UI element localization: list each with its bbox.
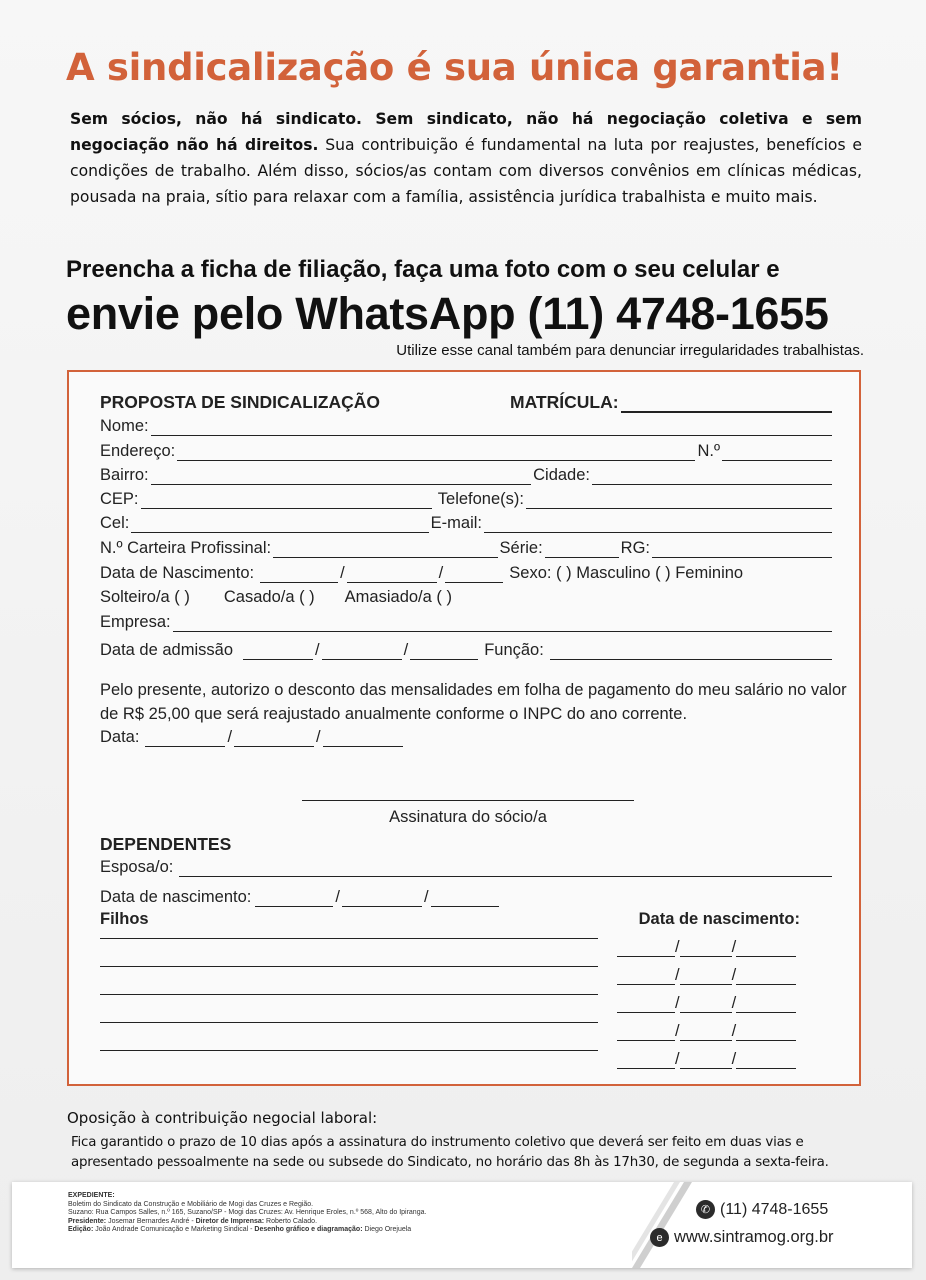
bairro-row xyxy=(100,466,834,485)
diretor-value: Roberto Calado. xyxy=(264,1217,318,1225)
cep-label: CEP: xyxy=(100,490,139,508)
slash: / xyxy=(423,888,429,906)
cta-line-2: envie pelo WhatsApp (11) 4748-1655 xyxy=(66,288,829,339)
matricula-label: MATRÍCULA: xyxy=(510,392,619,412)
esposa-nascimento-mes[interactable] xyxy=(342,892,422,907)
filhos-heading-row xyxy=(100,910,834,929)
endereco-field[interactable] xyxy=(177,446,695,461)
nascimento-ano[interactable] xyxy=(445,568,503,583)
membership-form xyxy=(67,370,861,1086)
esposa-row xyxy=(100,858,834,877)
data-label: Data: xyxy=(100,728,140,746)
email-label: E-mail: xyxy=(430,514,482,532)
expediente-line-2: Suzano: Rua Campos Salles, n.º 165, Suzano/SP - Mogi das Cruzes: Av. Henrique Eroles, n.º 568, Alto do Ipiranga. xyxy=(68,1209,427,1216)
intro-rest: Sua contribuição é fundamental na luta por reajustes, benefícios e condições de trabalho. Além disso, sócios/as contam com diversos convênios em clínicas médicas, pousada na praia, sítio para relaxar com a família, assistência jurídica trabalhista e muito mais. xyxy=(70,136,862,206)
funcao-field[interactable] xyxy=(550,645,832,660)
presidente-label: Presidente: xyxy=(68,1217,107,1225)
cel-field[interactable] xyxy=(131,518,428,533)
filho-1-field[interactable] xyxy=(100,938,598,939)
endereco-row xyxy=(100,442,834,461)
signature-line[interactable] xyxy=(302,800,634,801)
filho-5-field[interactable] xyxy=(100,1050,598,1051)
carteira-row xyxy=(100,539,834,558)
intro-paragraph xyxy=(70,106,862,210)
dependentes-heading xyxy=(100,834,834,855)
matricula-field[interactable] xyxy=(621,397,832,413)
form-title: PROPOSTA DE SINDICALIZAÇÃO xyxy=(100,392,381,412)
filho-1-date[interactable] xyxy=(617,938,800,957)
telefone-label: Telefone(s): xyxy=(437,490,524,508)
filho-2-field[interactable] xyxy=(100,966,598,967)
rg-label: RG: xyxy=(620,539,650,557)
footer-website-text: www.sintramog.org.br xyxy=(674,1228,834,1246)
endereco-label: Endereço: xyxy=(100,442,176,460)
admissao-label: Data de admissão xyxy=(100,641,233,659)
cta-line-1: Preencha a ficha de filiação, faça uma foto com o seu celular e xyxy=(66,256,780,283)
slash: / xyxy=(731,994,737,1012)
expediente xyxy=(68,1192,426,1235)
estado-civil-row xyxy=(100,588,834,607)
edicao-value: João Andrade Comunicação e Marketing Sindical - xyxy=(93,1226,255,1233)
footer xyxy=(12,1182,912,1268)
nome-field[interactable] xyxy=(151,421,832,436)
whatsapp-icon: ✆ xyxy=(696,1200,715,1219)
cel-label: Cel: xyxy=(100,514,130,532)
admissao-dia[interactable] xyxy=(243,645,313,660)
slash: / xyxy=(675,966,680,984)
diretor-label: Diretor de Imprensa: xyxy=(195,1217,265,1225)
cta-note: Utilize esse canal também para denunciar irregularidades trabalhistas. xyxy=(396,342,864,359)
edicao-label: Edição: xyxy=(68,1226,94,1233)
slash: / xyxy=(403,641,409,659)
footer-phone-text: (11) 4748-1655 xyxy=(720,1200,829,1218)
esposa-label: Esposa/o: xyxy=(100,858,174,876)
slash: / xyxy=(340,564,345,582)
slash: / xyxy=(315,641,320,659)
cel-row xyxy=(100,514,834,533)
rg-field[interactable] xyxy=(652,543,832,558)
data-dia[interactable] xyxy=(145,732,225,747)
numero-label: N.º xyxy=(697,442,720,460)
design-label: Desenho gráfico e diagramação: xyxy=(254,1226,363,1233)
slash: / xyxy=(675,1050,680,1068)
slash: / xyxy=(675,994,680,1012)
filho-4-date[interactable] xyxy=(617,1022,800,1041)
nome-label: Nome: xyxy=(100,417,149,435)
autorizacao-text: Pelo presente, autorizo o desconto das mensalidades em folha de pagamento do meu salário no valor de R$ 25,00 que será reajustado anualmente conforme o INPC do ano corrente. xyxy=(100,681,847,723)
footer-website[interactable] xyxy=(650,1228,834,1247)
signature-label: Assinatura do sócio/a xyxy=(389,808,547,826)
empresa-label: Empresa: xyxy=(100,613,171,631)
nascimento-mes[interactable] xyxy=(347,568,437,583)
esposa-nascimento-dia[interactable] xyxy=(255,892,333,907)
headline: A sindicalização é sua única garantia! xyxy=(66,46,843,89)
amasiado-option[interactable]: Amasiado/a ( ) xyxy=(344,588,452,606)
footer-phone[interactable] xyxy=(696,1200,828,1219)
casado-option[interactable]: Casado/a ( ) xyxy=(223,588,315,606)
data-ano[interactable] xyxy=(323,732,403,747)
telefone-field[interactable] xyxy=(526,494,832,509)
filho-4-field[interactable] xyxy=(100,1022,598,1023)
esposa-nascimento-row xyxy=(100,888,501,907)
expediente-line-4 xyxy=(68,1226,426,1235)
presidente-value: Josemar Bernardes André - xyxy=(106,1217,196,1225)
data-row xyxy=(100,728,405,747)
numero-field[interactable] xyxy=(722,446,832,461)
esposa-field[interactable] xyxy=(179,862,832,877)
cep-row xyxy=(100,490,834,509)
cidade-label: Cidade: xyxy=(533,466,590,484)
slash: / xyxy=(335,888,340,906)
slash: / xyxy=(227,728,233,746)
bairro-label: Bairro: xyxy=(100,466,149,484)
filhos-data-title: Data de nascimento: xyxy=(638,910,800,928)
filho-2-date[interactable] xyxy=(617,966,800,985)
solteiro-option[interactable]: Solteiro/a ( ) xyxy=(100,588,190,606)
expediente-line-1: Boletim do Sindicato da Construção e Mobiliário de Mogi das Cruzes e Região. xyxy=(68,1200,314,1208)
dependentes-title: DEPENDENTES xyxy=(100,834,232,854)
form-title-row xyxy=(100,392,834,413)
slash: / xyxy=(731,1022,737,1040)
empresa-field[interactable] xyxy=(173,617,832,632)
sexo-options[interactable]: Sexo: ( ) Masculino ( ) Feminino xyxy=(509,564,744,582)
slash: / xyxy=(675,1022,680,1040)
esposa-nascimento-label: Data de nascimento: xyxy=(100,888,252,906)
empresa-row xyxy=(100,613,834,632)
cep-field[interactable] xyxy=(141,494,432,509)
opposition-text: Fica garantido o prazo de 10 dias após a assinatura do instrumento coletivo que deverá ser feito em duas vias e apresentado pessoalmente na sede ou subsede do Sindicato, no horário das 8h às 17h30, de segunda a sexta-feira. xyxy=(71,1135,829,1170)
slash: / xyxy=(731,1050,737,1068)
intro-bold: Sem sócios, não há sindicato. Sem sindicato, não há negociação coletiva e sem negociação não há direitos. xyxy=(70,110,862,154)
slash: / xyxy=(675,938,680,956)
serie-label: Série: xyxy=(499,539,543,557)
nome-row xyxy=(100,417,834,436)
nascimento-label: Data de Nascimento: xyxy=(100,564,255,582)
filho-3-date[interactable] xyxy=(617,994,800,1013)
web-icon: e xyxy=(650,1228,669,1247)
opposition-title: Oposição à contribuição negocial laboral: xyxy=(67,1109,378,1127)
expediente-title: EXPEDIENTE: xyxy=(68,1192,115,1199)
admissao-ano[interactable] xyxy=(410,645,478,660)
expediente-line-3 xyxy=(68,1218,426,1227)
footer-divider-shape xyxy=(632,1182,692,1268)
carteira-field[interactable] xyxy=(273,543,497,558)
admissao-row xyxy=(100,641,834,660)
slash: / xyxy=(438,564,444,582)
nascimento-dia[interactable] xyxy=(260,568,338,583)
slash: / xyxy=(731,938,737,956)
nascimento-row xyxy=(100,564,834,583)
funcao-label: Função: xyxy=(484,641,544,659)
cidade-field[interactable] xyxy=(592,470,832,485)
slash: / xyxy=(316,728,321,746)
carteira-label: N.º Carteira Profissinal: xyxy=(100,539,272,557)
serie-field[interactable] xyxy=(545,543,619,558)
bairro-field[interactable] xyxy=(151,470,532,485)
filho-5-date[interactable] xyxy=(617,1050,800,1069)
esposa-nascimento-ano[interactable] xyxy=(431,892,499,907)
email-field[interactable] xyxy=(484,518,832,533)
admissao-mes[interactable] xyxy=(322,645,402,660)
data-mes[interactable] xyxy=(234,732,314,747)
design-value: Diego Orejuela xyxy=(362,1226,412,1233)
slash: / xyxy=(731,966,737,984)
filho-3-field[interactable] xyxy=(100,994,598,995)
filhos-title: Filhos xyxy=(100,910,149,928)
